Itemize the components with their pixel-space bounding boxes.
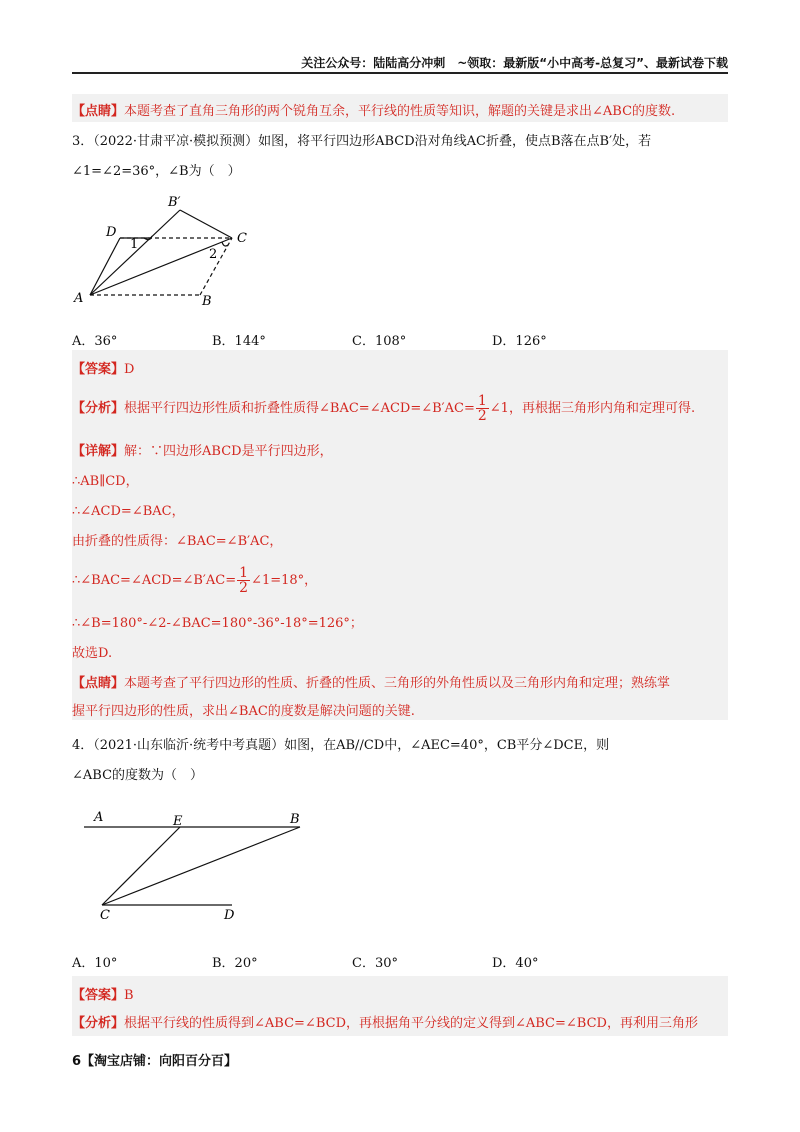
analysis-text: 根据平行线的性质得到∠ABC=∠BCD，再根据角平分线的定义得到∠ABC=∠BCD，再利用三角形 xyxy=(124,1016,698,1031)
q4-solution-box xyxy=(72,976,728,1036)
edge-ABp xyxy=(90,210,180,295)
q4-analysis-line xyxy=(72,1012,698,1031)
q3-detail-line3: ∴∠ACD=∠BAC， xyxy=(72,504,185,519)
q4-option-c: C．30° xyxy=(352,956,398,971)
detail-text-1: 解：∵四边形ABCD是平行四边形， xyxy=(124,444,333,459)
q3-detail-line7: 故选D. xyxy=(72,646,113,661)
q3-option-c: C．108° xyxy=(352,334,407,349)
q4-stem-line1: 4．（2021·山东临沂·统考中考真题）如图，在AB//CD中，∠AEC=40°，CB平分∠DCE，则 xyxy=(72,738,610,753)
q4-stem-line2: ∠ABC的度数为（ ） xyxy=(72,768,204,783)
analysis-text-a: 根据平行四边形性质和折叠性质得∠BAC=∠ACD=∠B′AC= xyxy=(124,401,475,416)
label-D: D xyxy=(224,908,235,923)
edge-BpC xyxy=(180,210,232,238)
comment-tag: 【点睛】 xyxy=(72,104,125,119)
page-header: 关注公众号：陆陆高分冲刺 ~领取：最新版“小中高考-总复习”、最新试卷下载 xyxy=(301,56,728,70)
q3-stem-line1: 3．（2022·甘肃平凉·模拟预测）如图，将平行四边形ABCD沿对角线AC折叠，使点B落在点B′处，若 xyxy=(72,134,652,149)
q4-option-b: B．20° xyxy=(212,956,258,971)
comment-tag: 【点睛】 xyxy=(72,676,125,691)
detail-text-5a: ∴∠BAC=∠ACD=∠B′AC= xyxy=(72,573,237,588)
angle-2-arc xyxy=(222,242,228,246)
answer-value: B xyxy=(124,988,134,1003)
segment-CB xyxy=(102,827,300,905)
label-B: B xyxy=(290,812,300,827)
q3-option-b: B．144° xyxy=(212,334,266,349)
q3-comment-line1 xyxy=(72,672,670,691)
segment-CE xyxy=(102,827,180,905)
top-comment-box xyxy=(72,94,728,122)
label-A: A xyxy=(94,810,104,825)
label-C: C xyxy=(100,908,110,923)
comment-text-1: 本题考查了平行四边形的性质、折叠的性质、三角形的外角性质以及三角形内角和定理；熟练掌 xyxy=(124,676,671,691)
answer-tag: 【答案】 xyxy=(72,362,125,377)
label-A: A xyxy=(74,291,84,306)
header-rule xyxy=(72,72,728,74)
q4-option-d: D．40° xyxy=(492,956,539,971)
fraction-half-2: $\frac{1}{2}$ xyxy=(239,565,249,596)
analysis-text-b: ∠1，再根据三角形内角和定理可得. xyxy=(489,401,696,416)
detail-text-5b: ∠1=18°， xyxy=(251,573,318,588)
fraction-half: $\frac{1}{2}$ xyxy=(477,393,487,424)
label-E: E xyxy=(173,814,183,829)
label-B: B xyxy=(202,294,212,309)
answer-value: D xyxy=(124,362,135,377)
detail-tag: 【详解】 xyxy=(72,444,125,459)
label-C: C xyxy=(237,231,247,246)
q3-detail-line5 xyxy=(72,566,317,595)
label-D: D xyxy=(106,225,117,240)
analysis-tag: 【分析】 xyxy=(72,1016,125,1031)
q4-answer-line xyxy=(72,984,134,1003)
q3-figure xyxy=(72,190,272,310)
page-footer: 6【淘宝店铺：向阳百分百】 xyxy=(72,1054,238,1069)
label-1: 1 xyxy=(130,237,139,252)
edge-AD xyxy=(90,238,120,295)
comment-text: 本题考查了直角三角形的两个锐角互余，平行线的性质等知识，解题的关键是求出∠ABC的度数. xyxy=(124,104,676,119)
analysis-tag: 【分析】 xyxy=(72,401,125,416)
q4-figure xyxy=(72,805,312,925)
q3-detail-line2: ∴AB∥CD， xyxy=(72,474,139,489)
q3-detail-line4: 由折叠的性质得：∠BAC=∠B′AC， xyxy=(72,534,283,549)
q3-stem-line2: ∠1=∠2=36°，∠B为（ ） xyxy=(72,164,241,179)
q3-detail-line1 xyxy=(72,440,333,459)
q3-comment-line2: 握平行四边形的性质，求出∠BAC的度数是解决问题的关键. xyxy=(72,704,415,719)
label-B-prime: B′ xyxy=(168,195,181,210)
q3-solution-box xyxy=(72,350,728,720)
q3-analysis-line xyxy=(72,394,695,423)
q4-option-a: A．10° xyxy=(72,956,118,971)
q3-answer-line xyxy=(72,358,134,377)
q3-detail-line6: ∴∠B=180°-∠2-∠BAC=180°-36°-18°=126°； xyxy=(72,616,363,631)
label-2: 2 xyxy=(209,247,218,262)
q3-option-d: D．126° xyxy=(492,334,547,349)
answer-tag: 【答案】 xyxy=(72,988,125,1003)
q3-option-a: A．36° xyxy=(72,334,118,349)
top-comment-line xyxy=(72,100,675,119)
